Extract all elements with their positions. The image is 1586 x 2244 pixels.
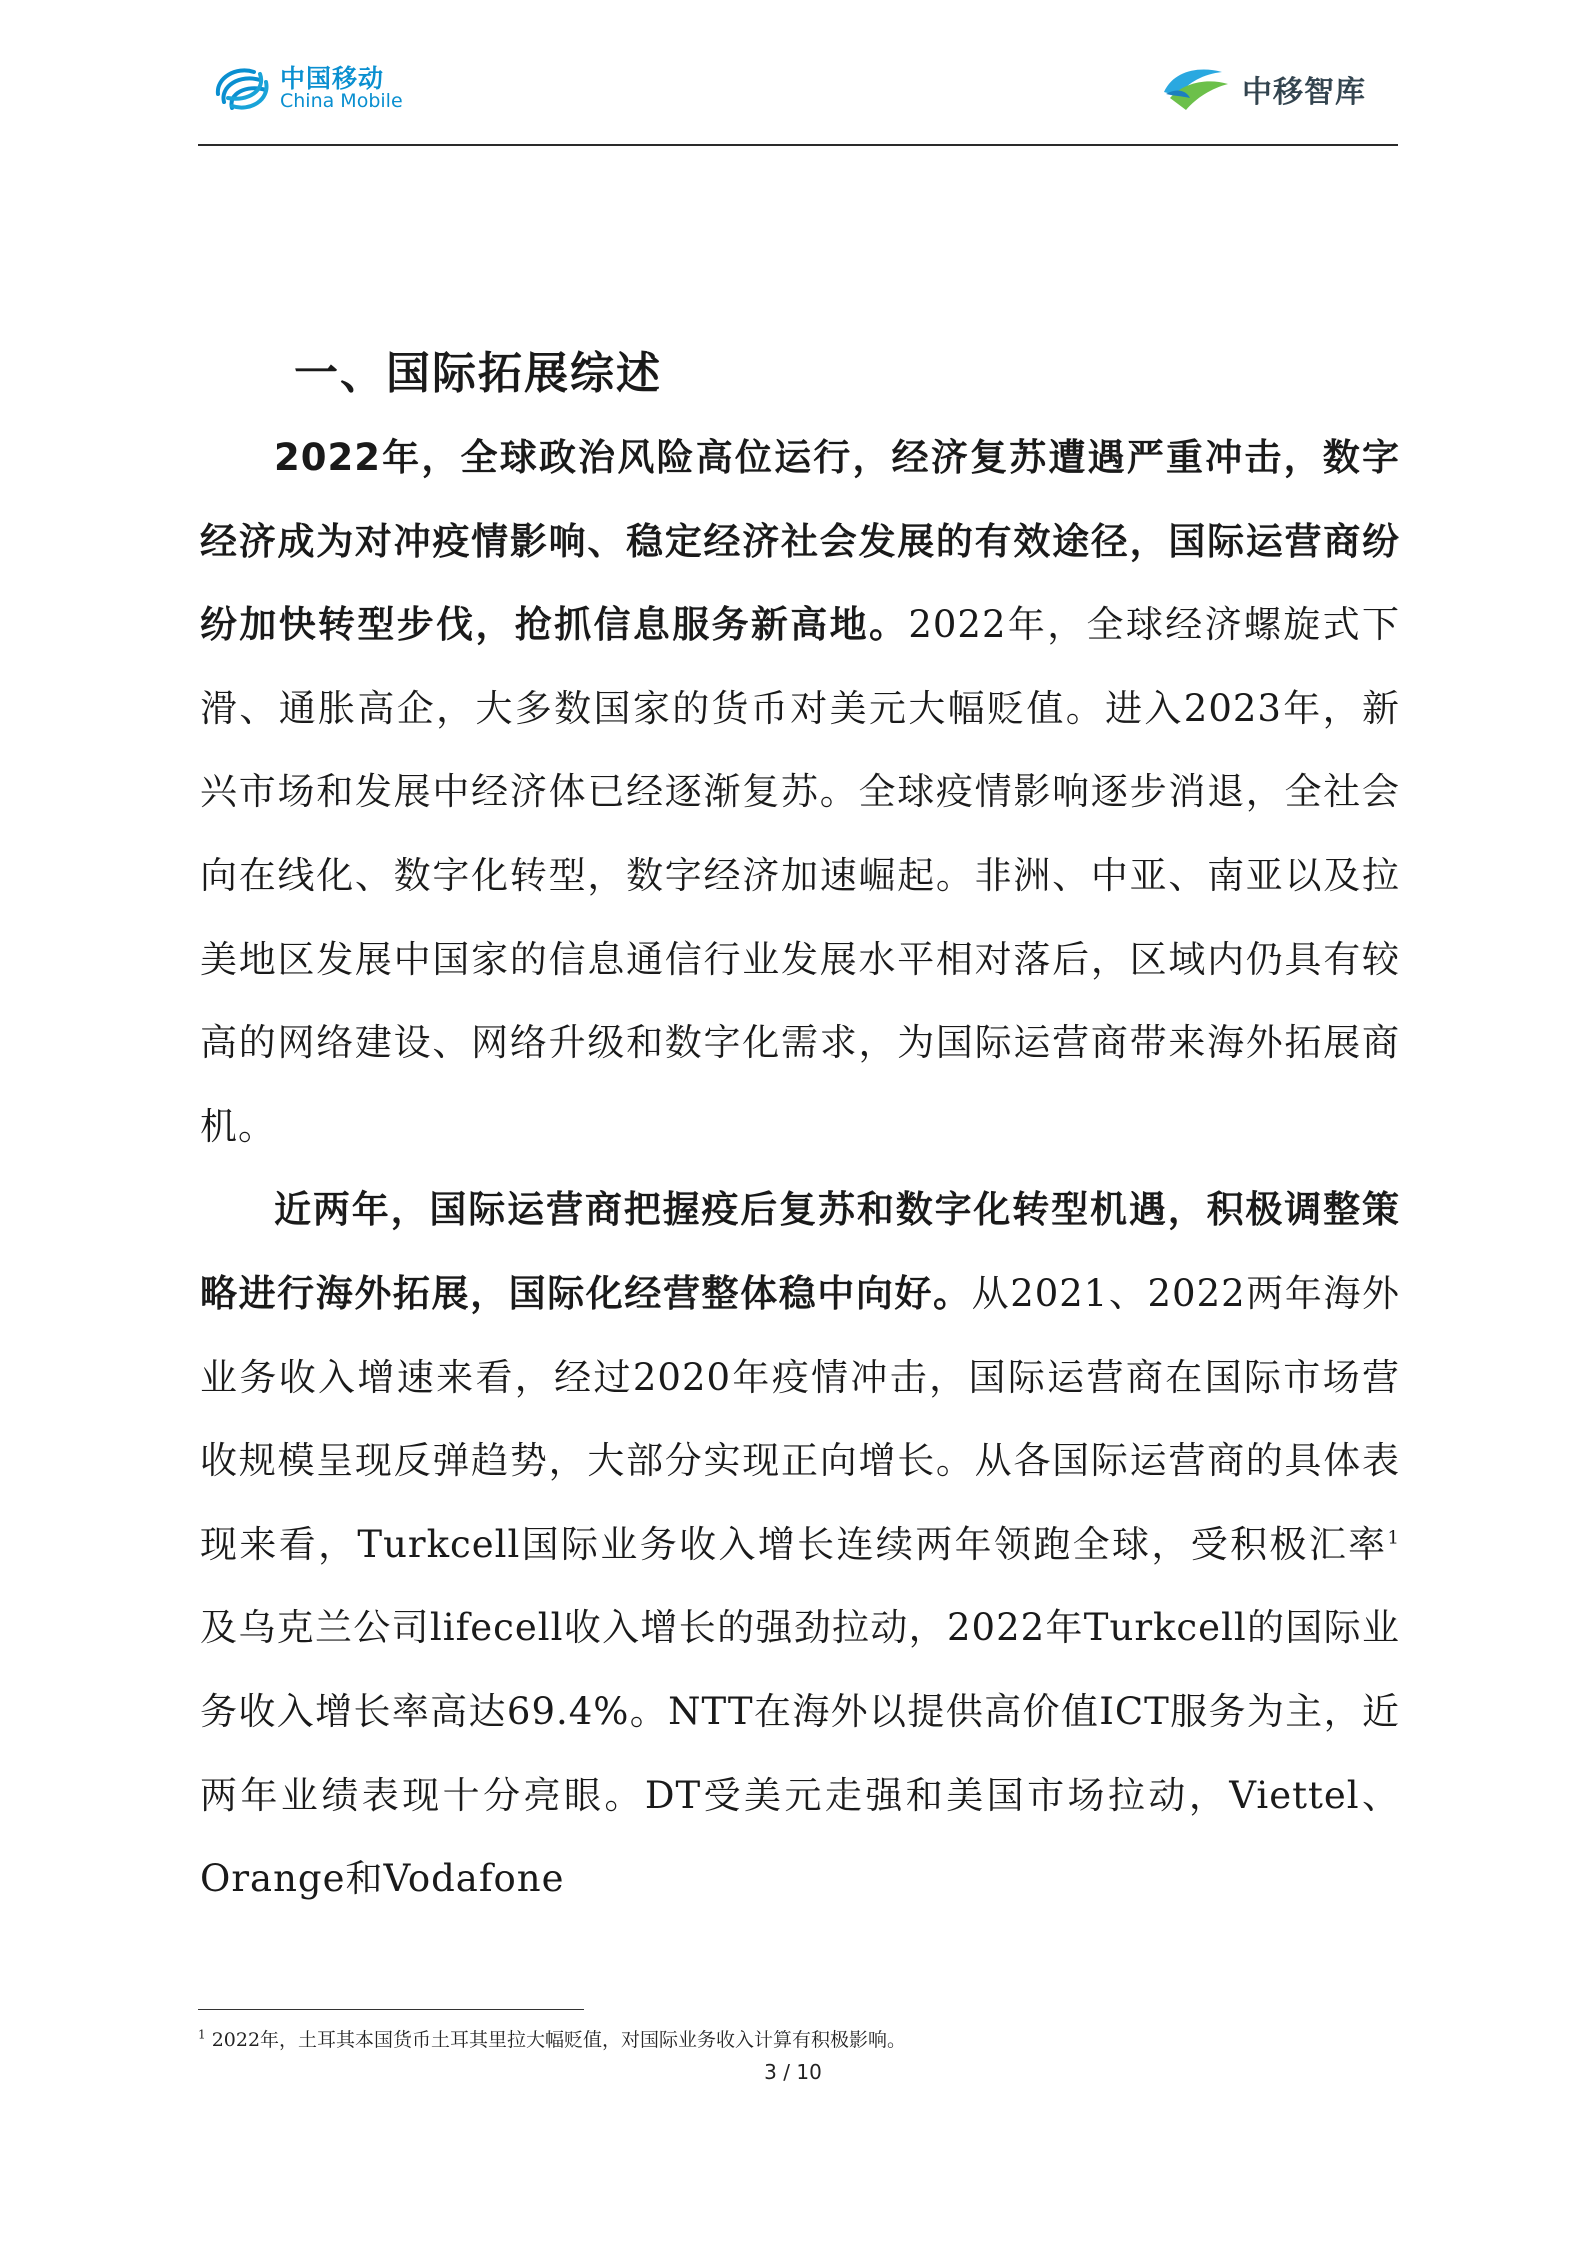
footnote-divider xyxy=(198,2009,584,2010)
paragraph-2-text-a: 从2021、2022两年海外业务收入增速来看，经过2020年疫情冲击，国际运营商在国际市场营收规模呈现反弹趋势，大部分实现正向增长。从各国际运营商的具体表现来看，Turkcell国际业务收入增长连续两年领跑全球，受积极汇率 xyxy=(200,1271,1400,1566)
page-header xyxy=(198,52,1398,144)
china-mobile-en: China Mobile xyxy=(280,90,403,113)
china-mobile-swirl-icon xyxy=(210,60,274,118)
zhongyi-zhiku-emblem-icon xyxy=(1160,64,1232,114)
footnote-reference[interactable]: 1 xyxy=(1387,1527,1400,1549)
paragraph-2-bold: 近两年，国际运营商把握疫后复苏和数字化转型机遇，积极调整策略进行海外拓展，国际化经营整体稳中向好。 xyxy=(200,1188,1400,1315)
paragraph-1-text: 2022年，全球经济螺旋式下滑、通胀高企，大多数国家的货币对美元大幅贬值。进入2023年，新兴市场和发展中经济体已经逐渐复苏。全球疫情影响逐步消退，全社会向在线化、数字化转型，数字经济加速崛起。非洲、中亚、南亚以及拉美地区发展中国家的信息通信行业发展水平相对落后，区域内仍具有较高的网络建设、网络升级和数字化需求，为国际运营商带来海外拓展商机。 xyxy=(200,603,1400,1148)
main-content xyxy=(200,320,1400,1921)
footnote-mark: 1 xyxy=(198,2027,206,2042)
paragraph-1-bold: 2022年，全球政治风险高位运行，经济复苏遭遇严重冲击，数字经济成为对冲疫情影响、稳定经济社会发展的有效途径，国际运营商纷纷加快转型步伐，抢抓信息服务新高地。 xyxy=(200,436,1400,647)
china-mobile-cn: 中国移动 xyxy=(280,63,385,93)
zhongyi-zhiku-logo xyxy=(1160,64,1366,114)
paragraph-1 xyxy=(200,416,1400,1168)
page-number: 3 / 10 xyxy=(764,2060,822,2084)
paragraph-2-text-b: 及乌克兰公司lifecell收入增长的强劲拉动，2022年Turkcell的国际业务收入增长率高达69.4%。NTT在海外以提供高价值ICT服务为主，近两年业绩表现十分亮眼。DT受美元走强和美国市场拉动，Viettel、Orange和Vodafone xyxy=(200,1606,1400,1901)
header-divider xyxy=(198,144,1398,146)
section-title: 一、国际拓展综述 xyxy=(294,348,662,399)
footnote xyxy=(198,2027,1398,2053)
footnote-text: 2022年，土耳其本国货币土耳其里拉大幅贬值，对国际业务收入计算有积极影响。 xyxy=(211,2029,907,2051)
china-mobile-logo xyxy=(210,60,403,118)
zhongyi-zhiku-text: 中移智库 xyxy=(1242,75,1366,110)
paragraph-2 xyxy=(200,1168,1400,1920)
